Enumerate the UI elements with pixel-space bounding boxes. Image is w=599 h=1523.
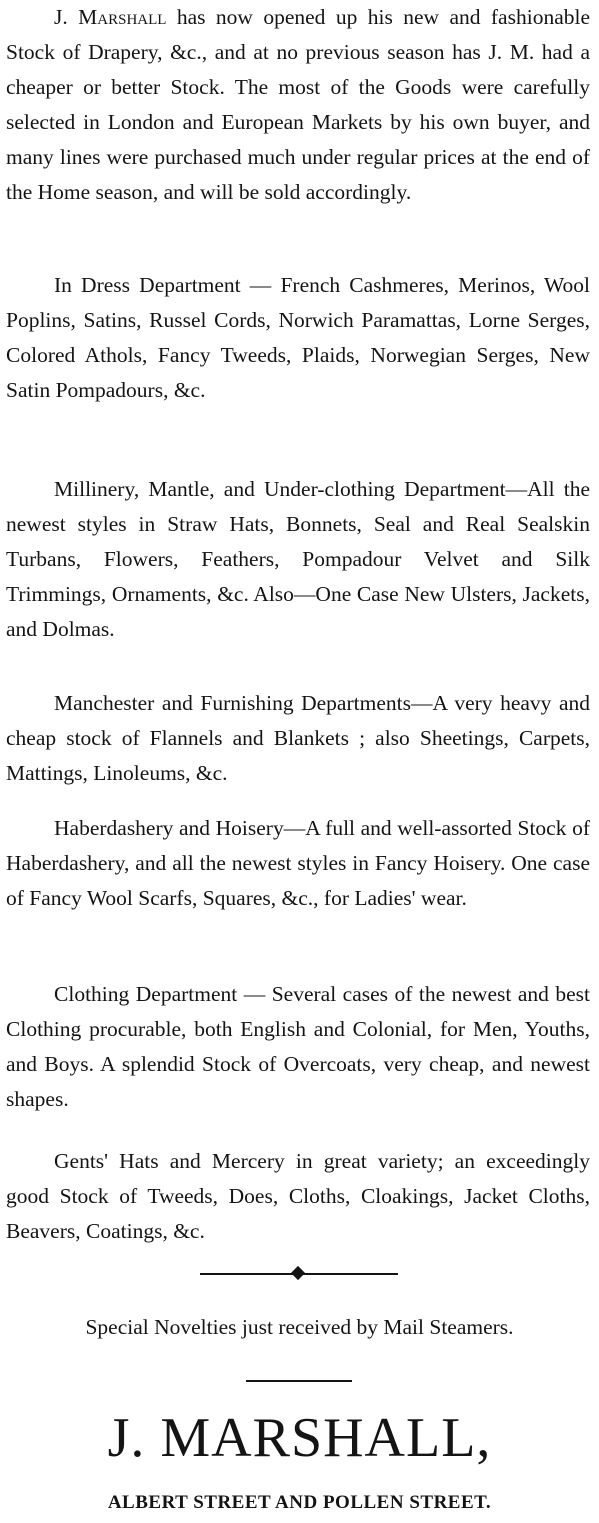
intro-text: has now opened up his new and fashionable Stock of Drapery, &c., and at no previous season has J. M. had a cheaper or better Stock. The most of the Goods were carefully selected in London and European Markets by his own buyer, and many lines were purchased much under regular prices at the end of the Home season, and will be sold accordingly.: [6, 5, 591, 204]
manchester-department-paragraph: Manchester and Furnishing Departments—A very heavy and cheap stock of Flannels and Blankets ; also Sheetings, Carpets, Mattings, Linoleums, &c.: [6, 691, 590, 785]
clothing-department-paragraph: Clothing Department — Several cases of the newest and best Clothing procurable, both English and Colonial, for Men, Youths, and Boys. A splendid Stock of Overcoats, very cheap, and newest shapes.: [6, 982, 590, 1111]
merchant-name: Marshall: [78, 5, 167, 29]
novelties-notice: Special Novelties just received by Mail Steamers.: [85, 1315, 514, 1339]
diamond-icon: [291, 1266, 305, 1280]
dress-department-paragraph: In Dress Department — French Cashmeres, Merinos, Wool Poplins, Satins, Russel Cords, Norwich Paramattas, Lorne Serges, Colored Athols, Fancy Tweeds, Plaids, Norwegian Serges, New Satin Pompadours, &c.: [6, 273, 590, 402]
intro-paragraph: [6, 0, 590, 210]
ornamental-divider: [200, 1268, 398, 1280]
gents-hats-paragraph: Gents' Hats and Mercery in great variety; an exceedingly good Stock of Tweeds, Does, Cloths, Cloakings, Jacket Cloths, Beavers, Coatings, &c.: [6, 1149, 590, 1243]
brand-name: J. MARSHALL,: [107, 1407, 492, 1469]
short-rule: [246, 1380, 352, 1382]
store-address: ALBERT STREET AND POLLEN STREET.: [107, 1492, 492, 1513]
intro-initial: J.: [54, 5, 79, 29]
millinery-department-paragraph: Millinery, Mantle, and Under-clothing Department—All the newest styles in Straw Hats, Bonnets, Seal and Real Sealskin Turbans, Flowers, Feathers, Pompadour Velvet and Silk Trimmings, Ornaments, &c. Also—One Case New Ulsters, Jackets, and Dolmas.: [6, 477, 590, 641]
haberdashery-department-paragraph: Haberdashery and Hoisery—A full and well-assorted Stock of Haberdashery, and all the newest styles in Fancy Hoisery. One case of Fancy Wool Scarfs, Squares, &c., for Ladies' wear.: [6, 816, 590, 910]
